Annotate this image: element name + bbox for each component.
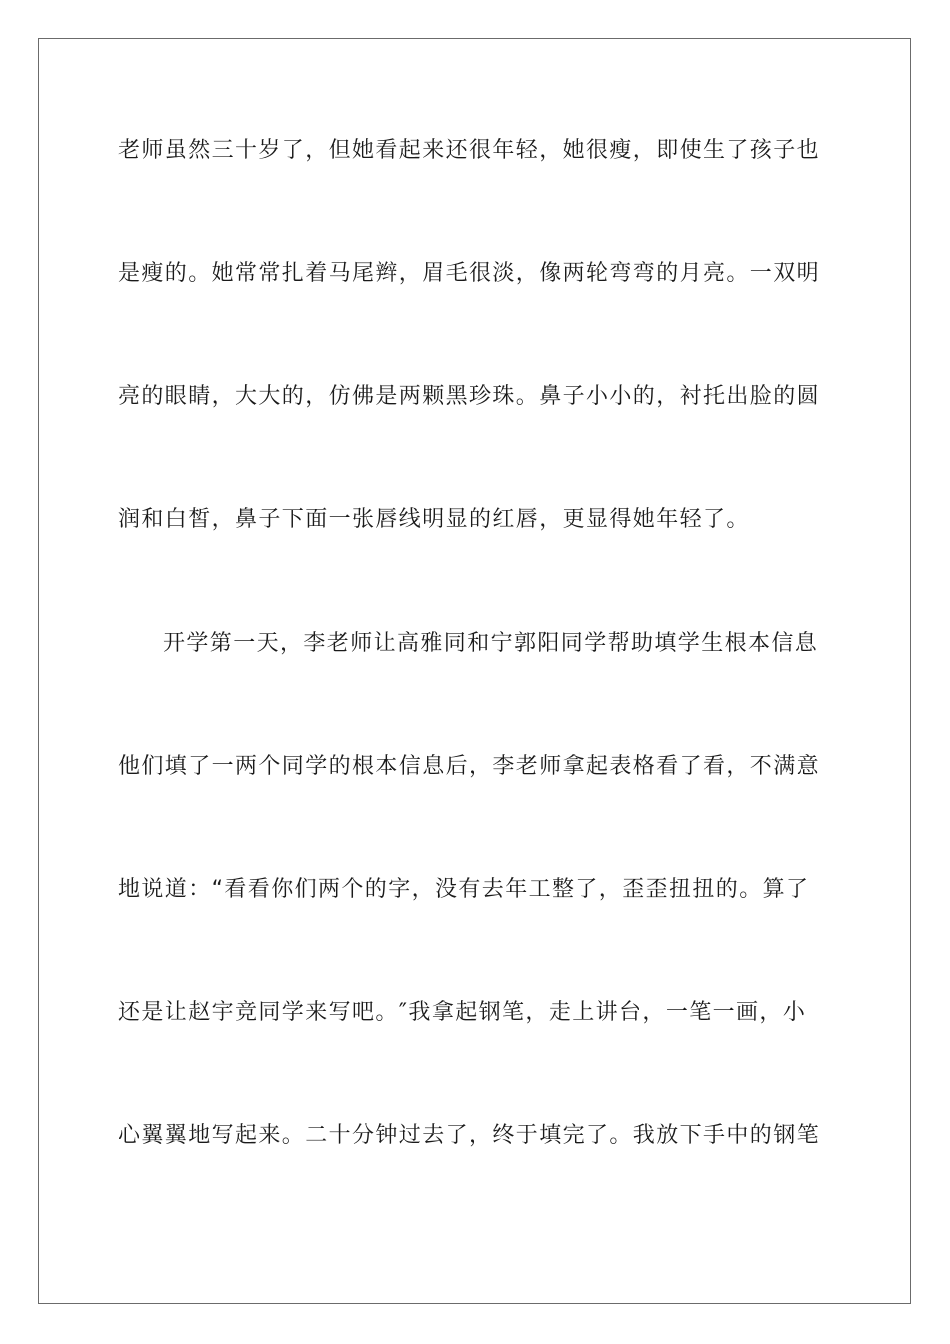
- text-line-3: 亮的眼睛，大大的，仿佛是两颗黑珍珠。鼻子小小的，衬托出脸的圆: [118, 384, 821, 409]
- paragraph-2-first-line: 开学第一天，李老师让高雅同和宁郭阳同学帮助填学生根本信息: [163, 631, 819, 656]
- text-line-8: 还是让赵宇竞同学来写吧。″我拿起钢笔，走上讲台，一笔一画，小: [118, 1000, 807, 1025]
- text-line-1: 老师虽然三十岁了，但她看起来还很年轻，她很瘦，即使生了孩子也: [118, 138, 821, 163]
- text-line-2: 是瘦的。她常常扎着马尾辫，眉毛很淡，像两轮弯弯的月亮。一双明: [118, 261, 821, 286]
- text-line-4: 润和白皙，鼻子下面一张唇线明显的红唇，更显得她年轻了。: [118, 507, 750, 532]
- page-border: [38, 38, 911, 1304]
- text-line-7: 地说道：“看看你们两个的字，没有去年工整了，歪歪扭扭的。算了: [118, 877, 810, 902]
- text-line-9: 心翼翼地写起来。二十分钟过去了，终于填完了。我放下手中的钢笔: [118, 1123, 821, 1148]
- text-line-6: 他们填了一两个同学的根本信息后，李老师拿起表格看了看，不满意: [118, 754, 821, 779]
